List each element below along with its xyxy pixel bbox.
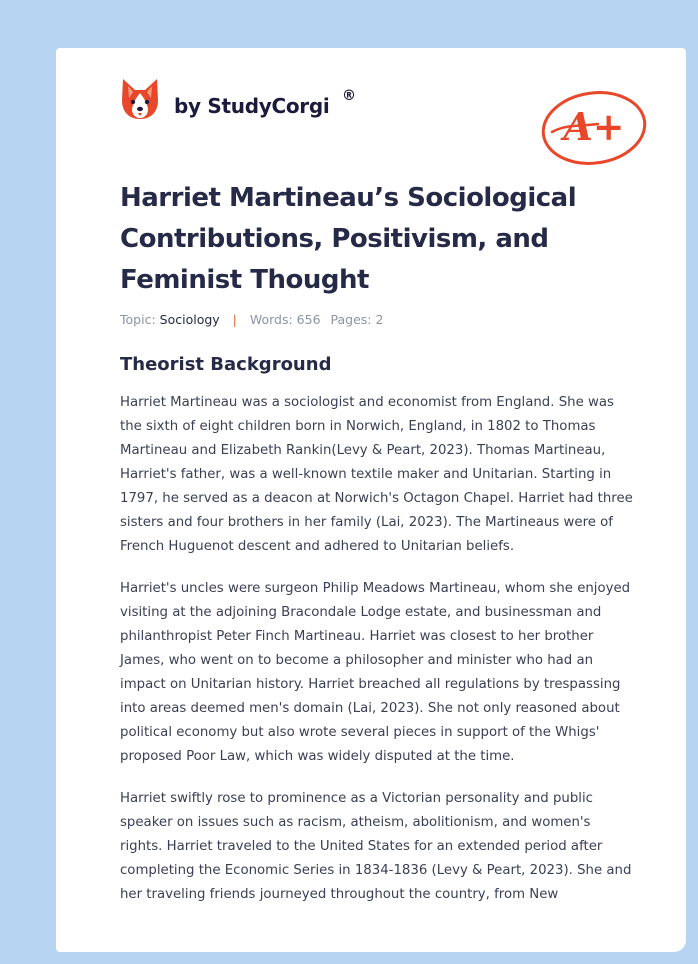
brand-name[interactable]: by StudyCorgi bbox=[174, 94, 330, 118]
page-count: Pages: 2 bbox=[330, 312, 384, 327]
section-heading: Theorist Background bbox=[120, 354, 332, 375]
registered-mark: ® bbox=[342, 88, 356, 104]
essay-meta bbox=[120, 312, 383, 327]
page-header bbox=[120, 76, 660, 149]
grade-text: A+ bbox=[563, 104, 625, 149]
topic-label: Topic: bbox=[120, 312, 156, 327]
essay-card bbox=[56, 48, 686, 952]
paragraph: Harriet swiftly rose to prominence as a Victorian personality and public speaker on issues such as racism, atheism, abolitionism, and women's rights. Harriet traveled to the United States for an extended period after completing the Economic Series in 1834-1836 (Levy & Peart, 2023). She and her traveling friends journeyed throughout the country, from New bbox=[120, 791, 632, 902]
word-count: Words: 656 bbox=[249, 312, 321, 327]
topic-link[interactable]: Sociology bbox=[159, 312, 220, 327]
paragraph: Harriet's uncles were surgeon Philip Meadows Martineau, whom she enjoyed visiting at the adjoining Bracondale Lodge estate, and businessman and philanthropist Peter Finch Martineau. Harriet was closest to her brother James, who went on to become a philosopher and minister who had an impact on Unitarian history. Harriet breached all regulations by trespassing into areas deemed men's domain (Lai, 2023). She not only reasoned about political economy but also wrote several pieces in support of the Whigs' proposed Poor Law, which was widely disputed at the time. bbox=[120, 581, 631, 764]
meta-separator: | bbox=[232, 312, 237, 327]
corgi-logo-icon bbox=[120, 76, 160, 122]
essay-title: Harriet Martineau’s Sociological Contributions, Positivism, and Feminist Thought bbox=[120, 183, 577, 295]
paragraph: Harriet Martineau was a sociologist and economist from England. She was the sixth of eight children born in Norwich, England, in 1802 to Thomas Martineau and Elizabeth Rankin(Levy & Peart, 2023). Thomas Martineau, Harriet's father, was a well-known textile maker and Unitarian. Starting in 1797, he served as a deacon at Norwich's Octagon Chapel. Harriet had three sisters and four brothers in her family (Lai, 2023). The Martineaus were of French Huguenot descent and adhered to Unitarian beliefs. bbox=[120, 395, 633, 554]
essay-body bbox=[120, 391, 635, 925]
grade-badge bbox=[538, 88, 650, 168]
